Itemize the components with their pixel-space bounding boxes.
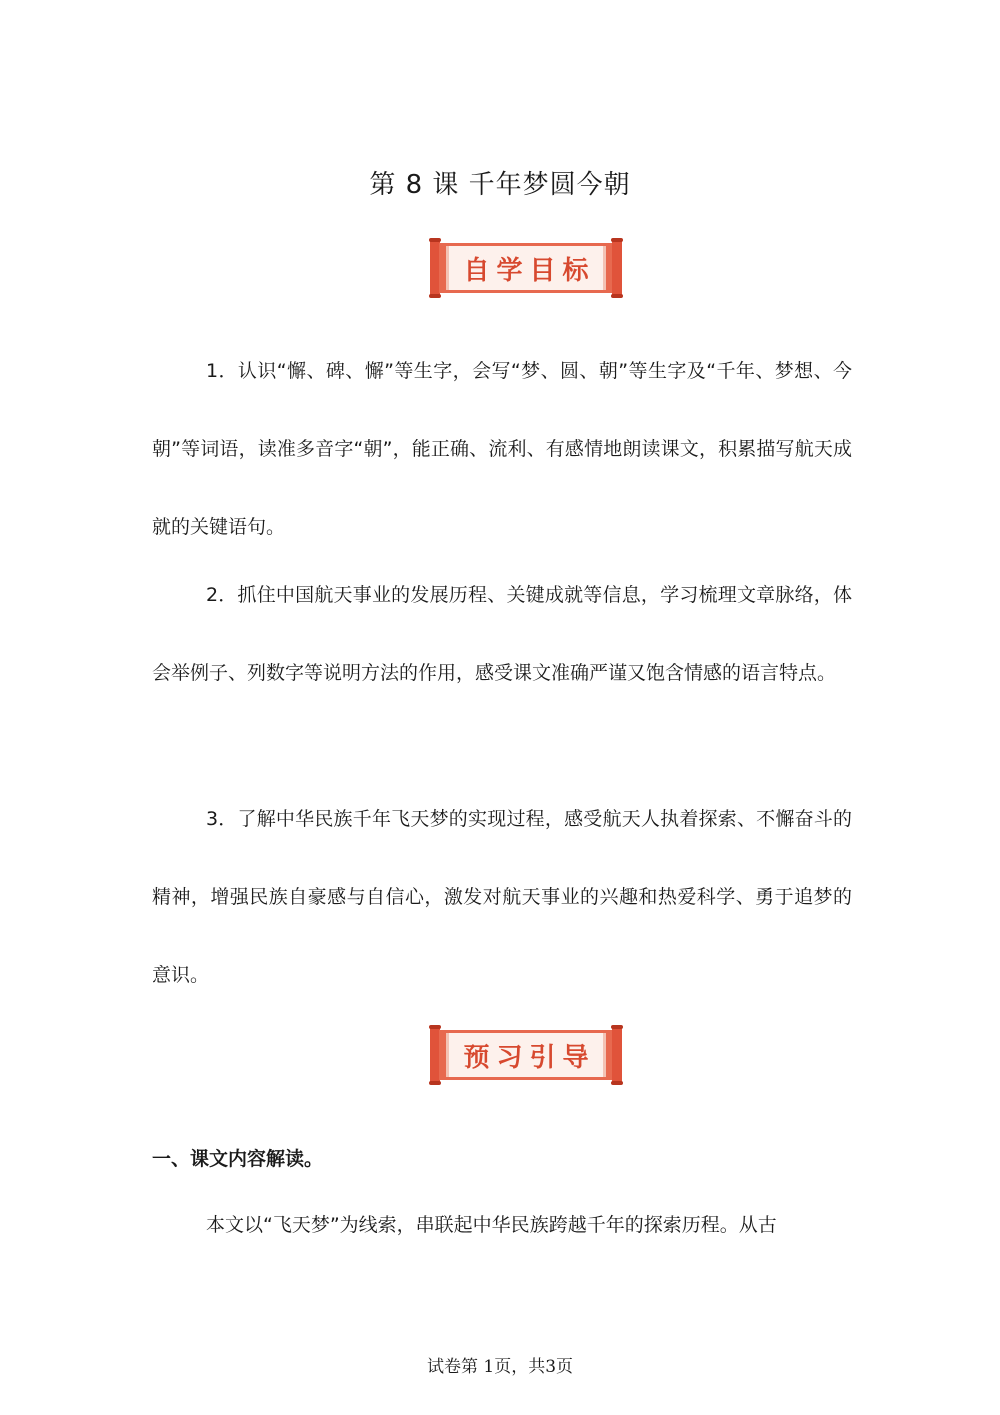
- scroll-paper: [446, 246, 606, 290]
- objective-item-1: 1．认识“懈、碑、懈”等生字，会写“梦、圆、朝”等生字及“千年、梦想、今朝”等词语，读准多音字“朝”，能正确、流利、有感情地朗读课文，积累描写航天成就的关键语句。: [152, 360, 852, 538]
- page-footer: 试卷第 1页，共3页: [426, 1357, 574, 1377]
- objective-item-3: 3．了解中华民族千年飞天梦的实现过程，感受航天人执着探索、不懈奋斗的精神，增强民族自豪感与自信心，激发对航天事业的兴趣和热爱科学、勇于追梦的意识。: [152, 808, 852, 986]
- objective-item-2: 2．抓住中国航天事业的发展历程、关键成就等信息，学习梳理文章脉络，体会举例子、列数字等说明方法的作用，感受课文准确严谨又饱含情感的语言特点。: [152, 584, 852, 684]
- banner-preview-label: 预习引导: [463, 1042, 596, 1073]
- banner-preview: [430, 1027, 622, 1083]
- scroll-paper: [446, 1033, 606, 1077]
- scroll-rod-right-icon: [612, 240, 622, 296]
- section-heading: 一、课文内容解读。: [152, 1148, 324, 1170]
- section-intro-paragraph: 本文以“飞天梦”为线索，串联起中华民族跨越千年的探索历程。从古: [206, 1214, 777, 1236]
- scroll-rod-right-icon: [612, 1027, 622, 1083]
- banner-objectives-label: 自学目标: [463, 255, 596, 286]
- banner-objectives: [430, 240, 622, 296]
- page-title: 第 8 课 千年梦圆今朝: [369, 170, 631, 200]
